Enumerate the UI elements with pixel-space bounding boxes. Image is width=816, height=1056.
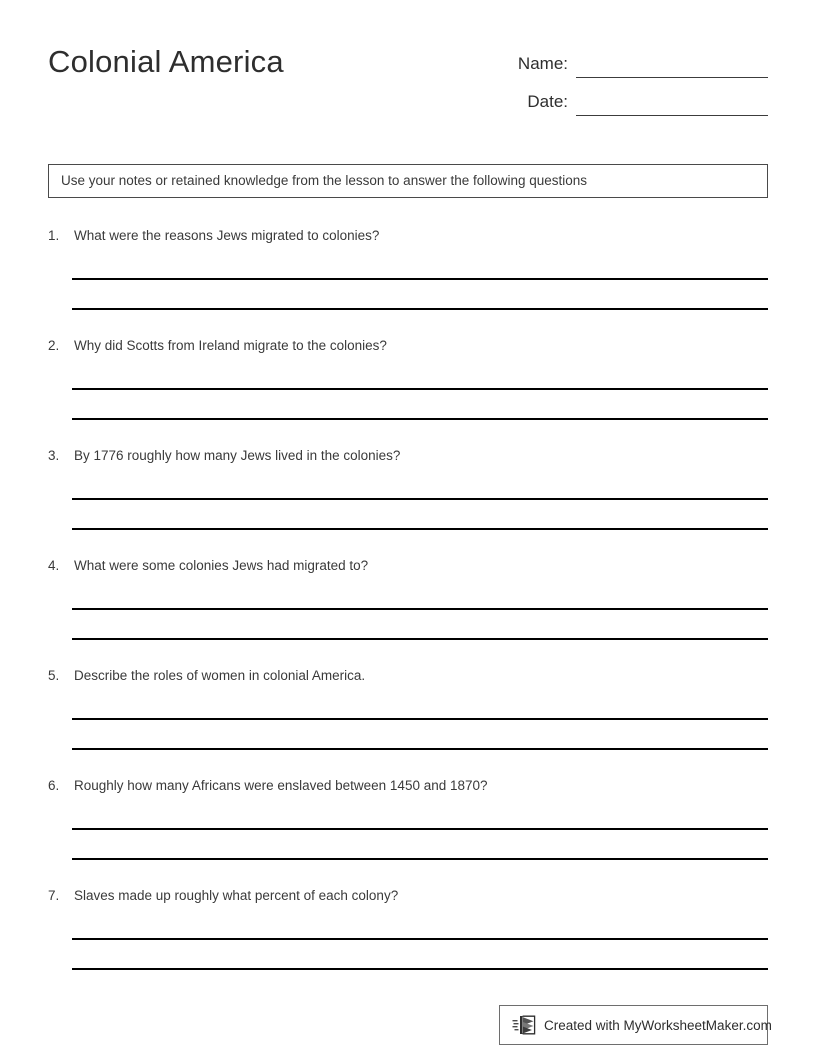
instruction-box <box>48 164 768 198</box>
date-field-row <box>468 78 768 116</box>
question-block <box>48 888 768 998</box>
question-head <box>48 448 768 470</box>
question-block <box>48 778 768 888</box>
question-number: 6. <box>48 778 60 793</box>
footer-credit-badge[interactable] <box>499 1005 772 1045</box>
answer-line[interactable] <box>72 800 768 830</box>
question-head <box>48 338 768 360</box>
worksheet-header <box>48 40 768 130</box>
answer-line[interactable] <box>72 470 768 500</box>
page-title: Colonial America <box>48 44 284 79</box>
footer-credit-text: Created with MyWorksheetMaker.com <box>544 1017 772 1033</box>
question-text: Roughly how many Africans were enslaved between 1450 and 1870? <box>74 778 488 793</box>
question-number: 7. <box>48 888 60 903</box>
instruction-text: Use your notes or retained knowledge from the lesson to answer the following questions <box>61 172 588 188</box>
question-block <box>48 558 768 668</box>
question-number: 1. <box>48 228 60 243</box>
questions-list <box>48 228 768 998</box>
question-head <box>48 778 768 800</box>
answer-line[interactable] <box>72 280 768 310</box>
question-head <box>48 228 768 250</box>
question-block <box>48 338 768 448</box>
answer-lines <box>72 250 768 310</box>
worksheet-maker-logo-icon <box>512 1014 538 1036</box>
question-block <box>48 228 768 338</box>
answer-lines <box>72 910 768 970</box>
date-input-line[interactable] <box>576 93 768 116</box>
answer-lines <box>72 800 768 860</box>
answer-lines <box>72 360 768 420</box>
answer-line[interactable] <box>72 910 768 940</box>
question-text: What were some colonies Jews had migrated to? <box>74 558 369 573</box>
answer-lines <box>72 470 768 530</box>
question-text: By 1776 roughly how many Jews lived in the colonies? <box>74 448 401 463</box>
question-block <box>48 668 768 778</box>
answer-line[interactable] <box>72 690 768 720</box>
question-head <box>48 888 768 910</box>
answer-line[interactable] <box>72 250 768 280</box>
question-text: Describe the roles of women in colonial America. <box>74 668 366 683</box>
answer-line[interactable] <box>72 500 768 530</box>
question-head <box>48 668 768 690</box>
answer-lines <box>72 690 768 750</box>
question-number: 3. <box>48 448 60 463</box>
answer-line[interactable] <box>72 940 768 970</box>
question-block <box>48 448 768 558</box>
answer-line[interactable] <box>72 610 768 640</box>
answer-line[interactable] <box>72 390 768 420</box>
question-text: Slaves made up roughly what percent of each colony? <box>74 888 399 903</box>
answer-lines <box>72 580 768 640</box>
question-number: 4. <box>48 558 60 573</box>
question-number: 5. <box>48 668 60 683</box>
question-text: What were the reasons Jews migrated to colonies? <box>74 228 380 243</box>
name-date-block <box>468 40 768 116</box>
question-head <box>48 558 768 580</box>
name-label: Name: <box>517 54 568 73</box>
question-text: Why did Scotts from Ireland migrate to the colonies? <box>74 338 387 353</box>
date-label: Date: <box>527 92 568 111</box>
answer-line[interactable] <box>72 580 768 610</box>
name-input-line[interactable] <box>576 55 768 78</box>
name-field-row <box>468 40 768 78</box>
answer-line[interactable] <box>72 830 768 860</box>
answer-line[interactable] <box>72 720 768 750</box>
answer-line[interactable] <box>72 360 768 390</box>
question-number: 2. <box>48 338 60 353</box>
